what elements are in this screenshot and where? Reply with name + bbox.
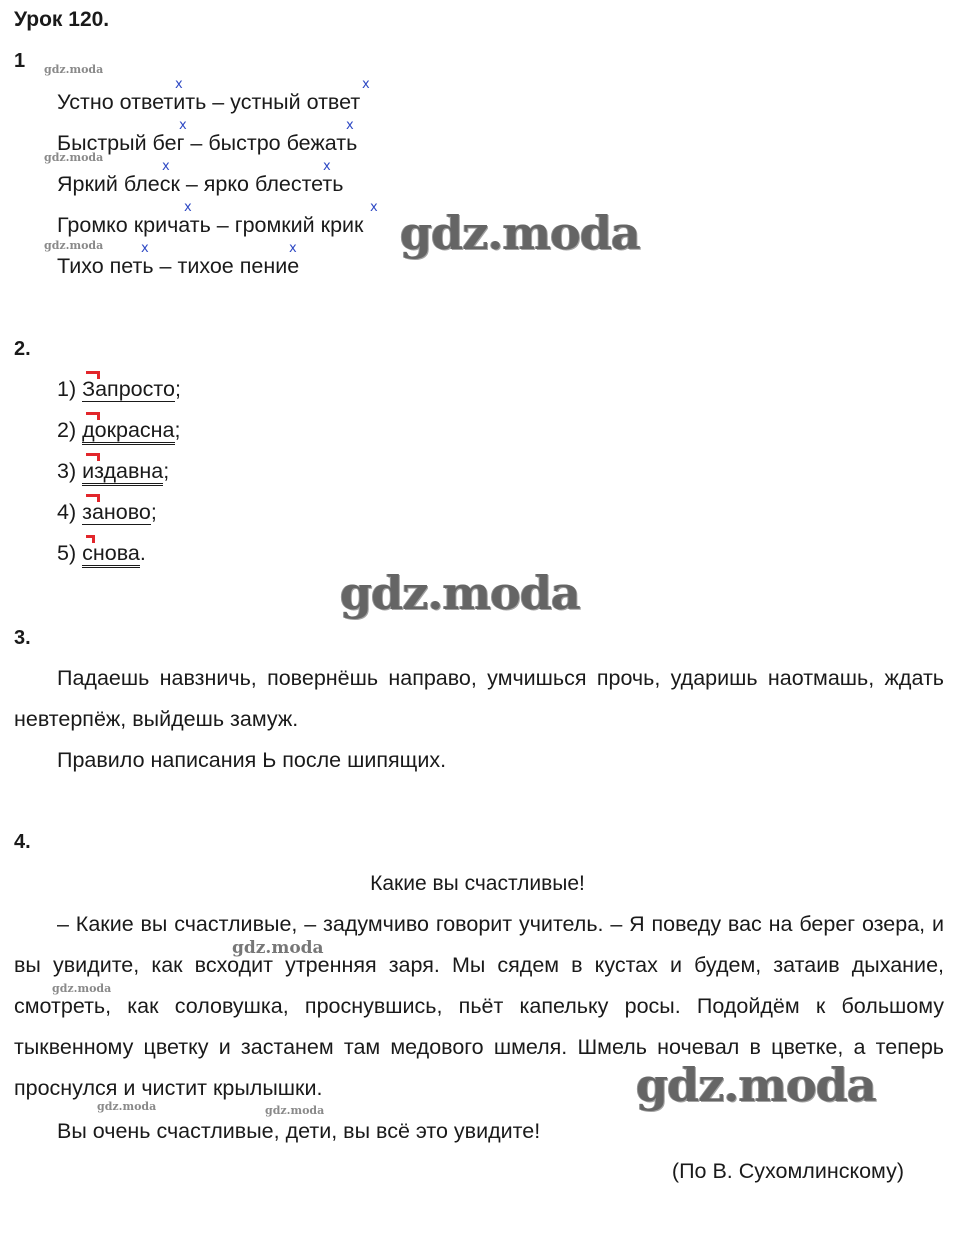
task1-line: Тихо петь – тихое пение xyxy=(57,254,300,278)
stress-mark: x xyxy=(289,241,297,256)
watermark-small: gdz.moda xyxy=(97,1100,157,1113)
task2-item xyxy=(57,377,181,402)
watermark-large: gdz.moda xyxy=(340,566,580,620)
item-word: докрасна xyxy=(82,418,174,445)
story-paragraph: – Какие вы счастливые, – задумчиво говорит учитель. – Я поведу вас на берег озера, и вы увидите, как всходит утренняя заря. Мы сядем в кустах и будем, затаив дыхание, смотреть, как соловушка, проснувшись, пьёт капельку росы. Подойдём к большому тыквенному цветку и застанем там медового шмеля. Шмель ночевал в цветке, а теперь проснулся и чистит крылышки. xyxy=(14,912,944,1100)
stress-mark: x xyxy=(323,159,331,174)
task2-item xyxy=(57,459,169,484)
watermark-large: gdz.moda xyxy=(636,1058,876,1112)
item-word: снова xyxy=(82,541,140,568)
item-number: 1) xyxy=(57,377,77,401)
watermark-small: gdz.moda xyxy=(44,239,104,252)
task2-number: 2. xyxy=(14,338,31,360)
item-number: 4) xyxy=(57,500,77,524)
task2-item xyxy=(57,418,181,443)
stress-mark: x xyxy=(162,159,170,174)
watermark-large: gdz.moda xyxy=(400,206,640,260)
story-source: (По В. Сухомлинскому) xyxy=(671,1159,904,1183)
item-end: ; xyxy=(163,459,170,483)
watermark-small: gdz.moda xyxy=(44,151,104,164)
task1-line: Громко кричать – громкий крик xyxy=(57,213,364,237)
stress-mark: x xyxy=(184,200,192,215)
item-word: Запросто xyxy=(82,377,175,401)
item-end: ; xyxy=(174,377,181,401)
stress-mark: x xyxy=(362,77,370,92)
stress-mark: x xyxy=(346,118,354,133)
stress-mark: x xyxy=(179,118,187,133)
lesson-title: Урок 120. xyxy=(14,8,110,31)
item-end: ; xyxy=(174,418,181,442)
item-end: ; xyxy=(150,500,157,524)
watermark-small: gdz.moda xyxy=(44,63,104,76)
watermark-small: gdz.moda xyxy=(232,938,324,958)
item-word: заново xyxy=(82,500,151,524)
task4-number: 4. xyxy=(14,831,31,853)
story-heading: Какие вы счастливые! xyxy=(370,872,585,895)
task1-number: 1 xyxy=(14,50,26,72)
stress-mark: x xyxy=(370,200,378,215)
task1-line: Яркий блеск – ярко блестеть xyxy=(57,172,344,196)
item-number: 2) xyxy=(57,418,77,442)
task1-line: Быстрый бег – быстро бежать xyxy=(57,131,358,155)
item-word: издавна xyxy=(82,459,163,486)
watermark-small: gdz.moda xyxy=(265,1104,325,1117)
stress-mark: x xyxy=(175,77,183,92)
task2-item xyxy=(57,541,146,566)
task2-item xyxy=(57,500,157,525)
stress-mark: x xyxy=(141,241,149,256)
item-end: . xyxy=(139,541,146,565)
task1-line: Устно ответить – устный ответ xyxy=(57,90,361,114)
task3-number: 3. xyxy=(14,627,31,649)
story-closing: Вы очень счастливые, дети, вы всё это увидите! xyxy=(57,1119,541,1143)
task3-rule: Правило написания Ь после шипящих. xyxy=(57,748,447,772)
watermark-small: gdz.moda xyxy=(52,982,112,995)
task3-paragraph: Падаешь навзничь, повернёшь направо, умчишься прочь, ударишь наотмашь, ждать невтерпёж, выйдешь замуж. xyxy=(14,666,944,731)
item-number: 5) xyxy=(57,541,77,565)
item-number: 3) xyxy=(57,459,77,483)
